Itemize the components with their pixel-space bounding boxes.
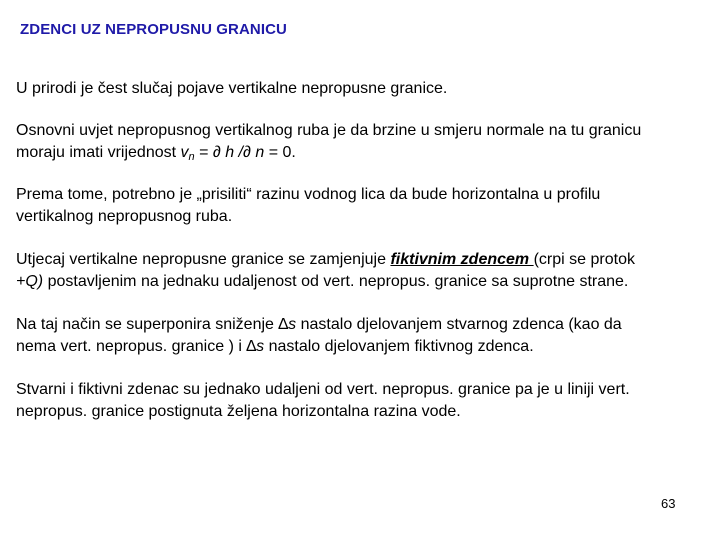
p4-text-line2: postavljenim na jednaku udaljenost od vert. nepropus. granice sa suprotne strane. — [43, 273, 629, 290]
p4-text: Utjecaj vertikalne nepropusne granice se zamjenjuje — [16, 251, 391, 268]
p2-text: moraju imati vrijednost — [16, 144, 181, 161]
normal-symbol: n — [250, 144, 265, 161]
paragraph-2-line-1: Osnovni uvjet nepropusnog vertikalnog ruba je da brzine u smjeru normale na tu granicu — [16, 122, 642, 139]
head-symbol: h — [220, 144, 235, 161]
paragraph-2 — [16, 120, 716, 168]
paragraph-3 — [16, 184, 716, 228]
p5-text-line2: nema vert. nepropus. granice ) i — [16, 338, 247, 355]
drawdown-symbol-1: s — [288, 316, 297, 333]
equation-result: = 0. — [264, 144, 296, 161]
paragraph-1-text: U prirodi je čest slučaj pojave vertikalne nepropusne granice. — [16, 80, 448, 97]
paragraph-2-line-2 — [16, 142, 716, 168]
delta-symbol-1: ∆ — [278, 316, 289, 333]
delta-symbol-2: ∆ — [246, 338, 257, 355]
paragraph-5 — [16, 314, 716, 358]
partial-symbol-1: ∂ — [212, 144, 221, 161]
drawdown-symbol-2: s — [256, 338, 265, 355]
p5-text-post: nastalo djelovanjem stvarnog zdenca (kao da — [296, 316, 622, 333]
paragraph-6 — [16, 379, 716, 423]
slide-title: ZDENCI UZ NEPROPUSNU GRANICU — [20, 21, 287, 38]
p5-text: Na taj način se superponira sniženje — [16, 316, 279, 333]
paragraph-5-line-1 — [16, 314, 716, 336]
flow-symbol: +Q) — [16, 273, 44, 290]
velocity-subscript: n — [188, 151, 195, 163]
paragraph-4-line-1 — [16, 249, 716, 271]
paragraph-1 — [16, 78, 716, 100]
paragraph-6-line-2: nepropus. granice postignuta željena horizontalna razina vode. — [16, 403, 461, 420]
paragraph-4-line-2 — [16, 271, 716, 293]
fictive-well-term: fiktivnim zdencem — [390, 251, 534, 268]
paragraph-3-line-2: vertikalnog nepropusnog ruba. — [16, 208, 233, 225]
p5-text-line2-post: nastalo djelovanjem fiktivnog zdenca. — [264, 338, 534, 355]
paragraph-5-line-2 — [16, 336, 716, 358]
page-number: 63 — [661, 496, 676, 511]
equals-sign: = — [194, 144, 213, 161]
paragraph-3-line-1: Prema tome, potrebno je „prisiliti“ razinu vodnog lica da bude horizontalna u profilu — [16, 186, 601, 203]
fraction-slash: / — [234, 144, 243, 161]
velocity-symbol: v — [180, 144, 189, 161]
p4-text-post: (crpi se protok — [533, 251, 635, 268]
paragraph-6-line-1: Stvarni i fiktivni zdenac su jednako udaljeni od vert. nepropus. granice pa je u liniji vert. — [16, 381, 630, 398]
partial-symbol-2: ∂ — [243, 144, 251, 161]
paragraph-4 — [16, 249, 716, 293]
